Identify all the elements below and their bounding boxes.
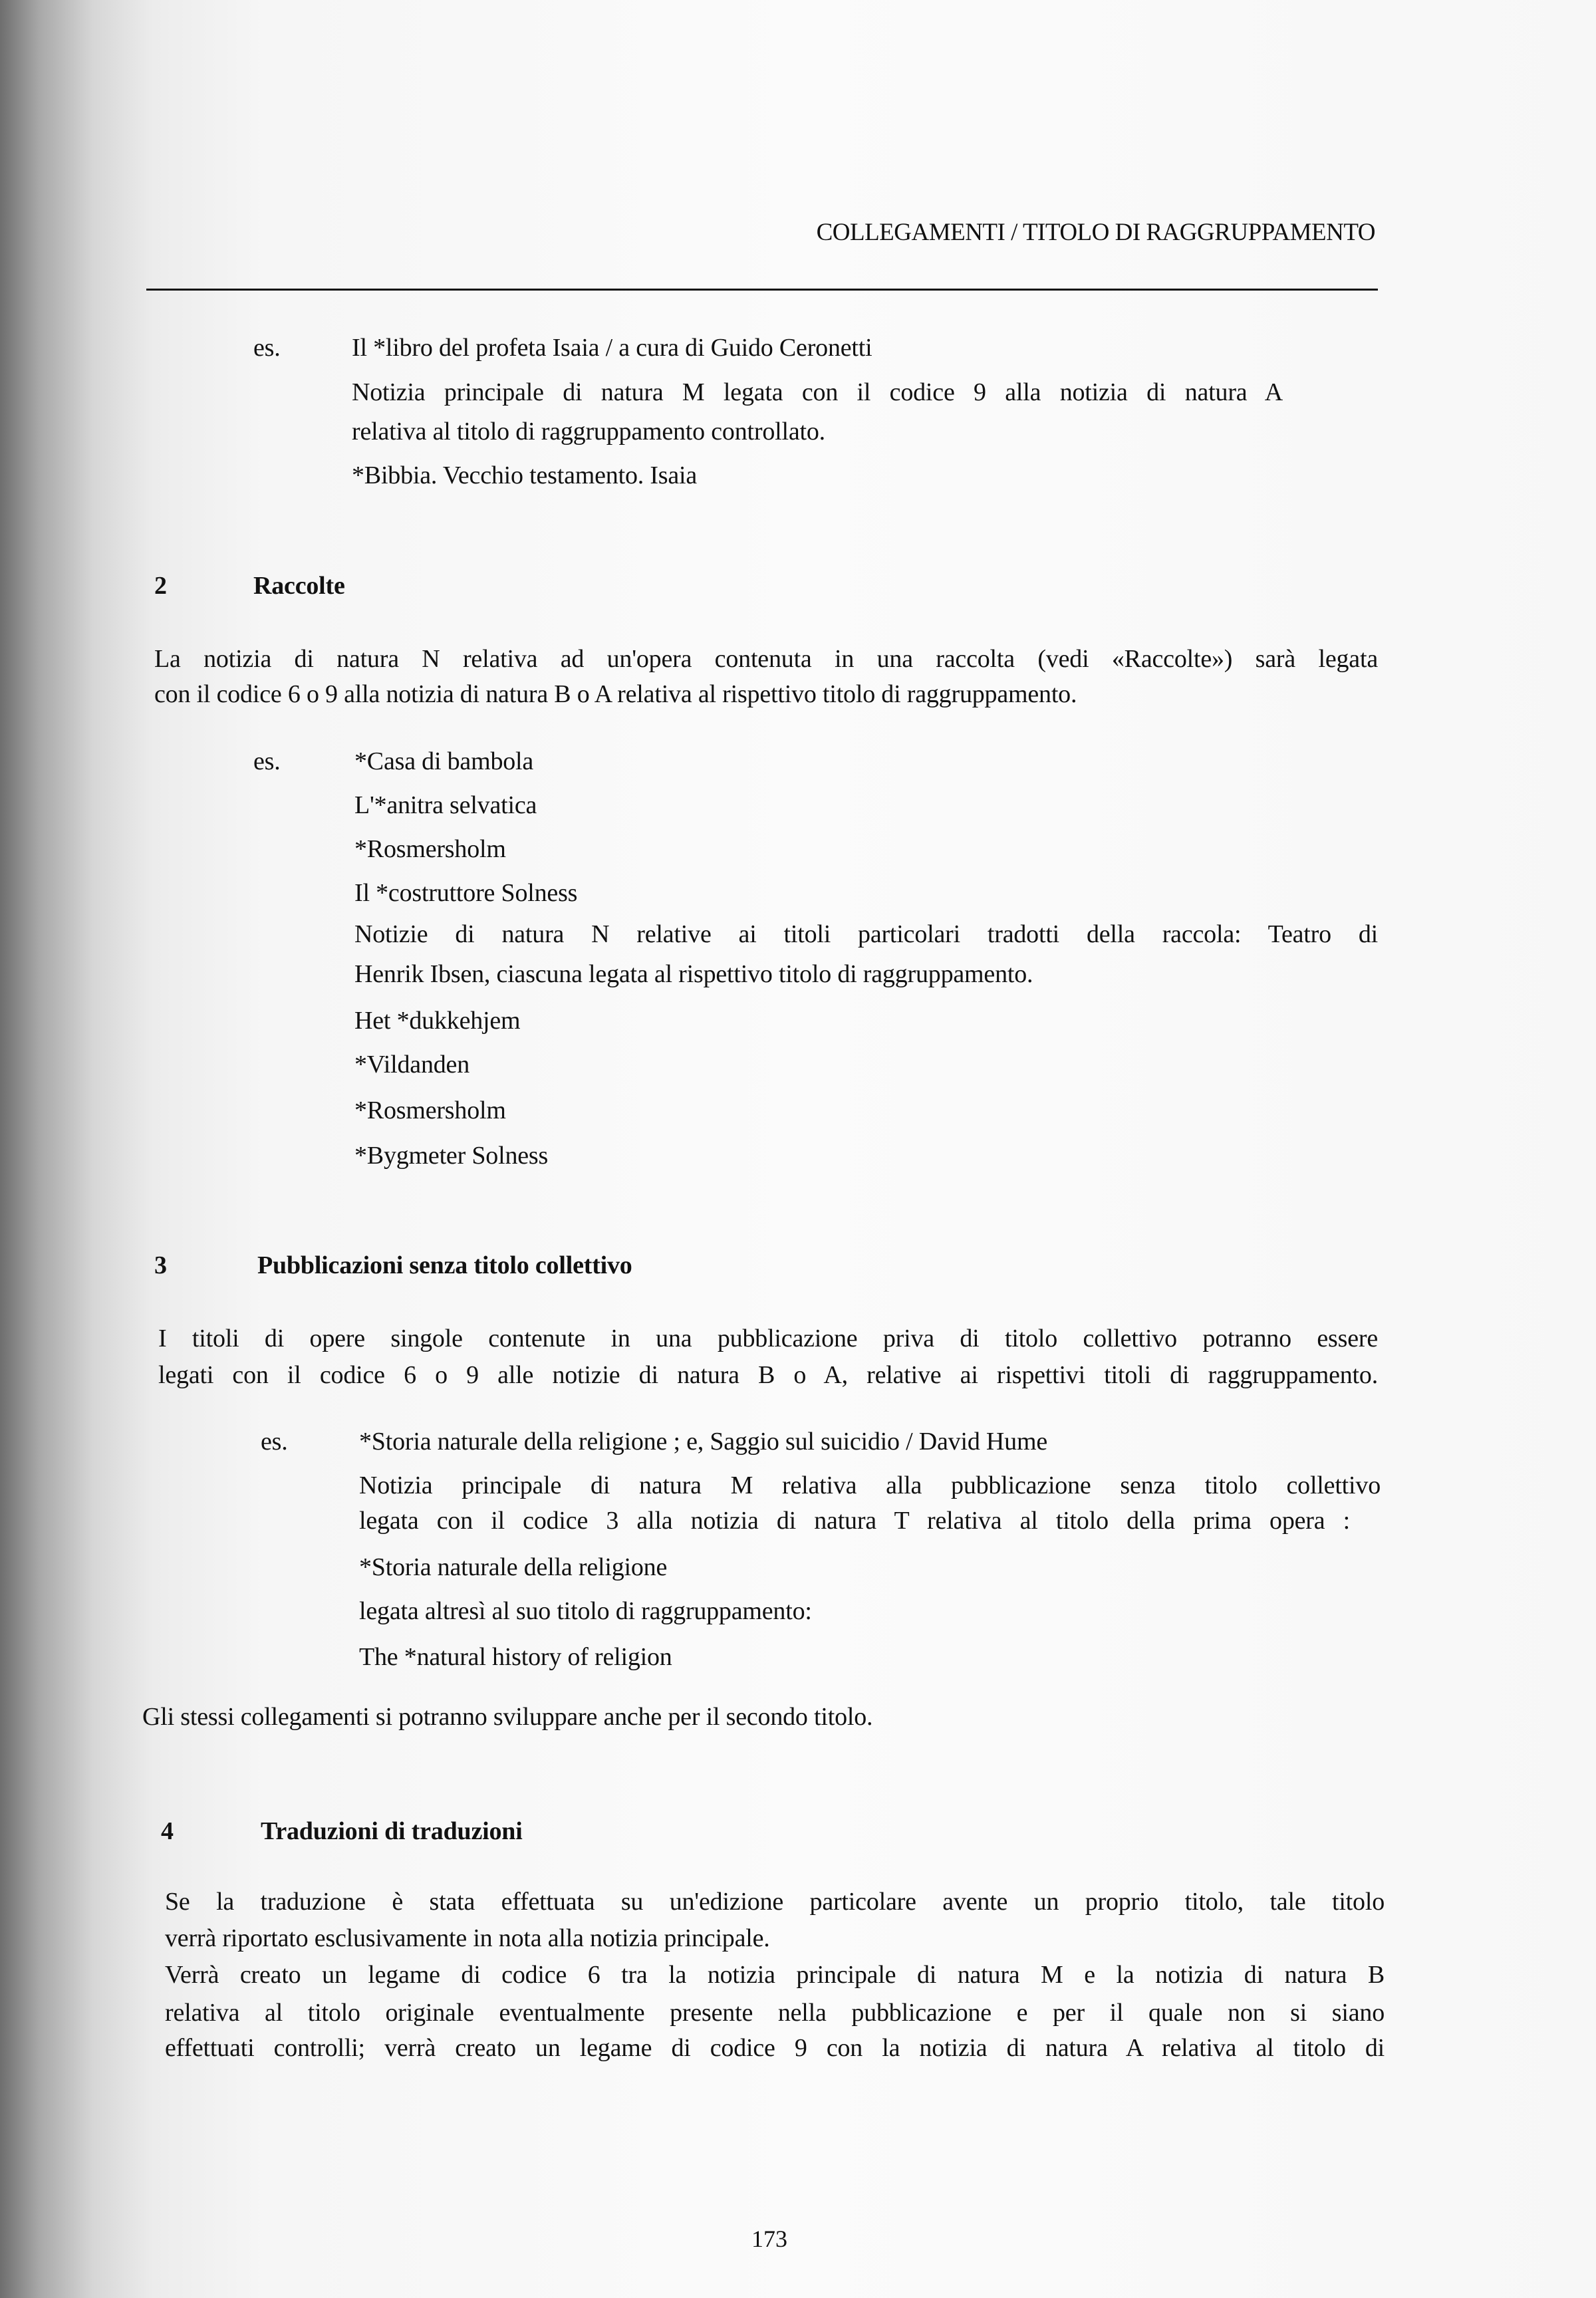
section-number: 3 xyxy=(154,1251,167,1279)
example-title: *Rosmersholm xyxy=(354,835,506,863)
paragraph-line: effettuati controlli; verrà creato un legame di codice 9 con la notizia di natura A relativa al titolo di xyxy=(165,2034,1385,2062)
example-linked-title: *Bibbia. Vecchio testamento. Isaia xyxy=(352,461,698,489)
example-title: *Casa di bambola xyxy=(354,747,534,775)
paragraph-line: con il codice 6 o 9 alla notizia di natura B o A relativa al rispettivo titolo di raggruppamento. xyxy=(154,680,1077,708)
running-header: COLLEGAMENTI / TITOLO DI RAGGRUPPAMENTO xyxy=(816,219,1375,246)
example-note-line: legata con il codice 3 alla notizia di natura T relativa al titolo della prima opera : xyxy=(359,1507,1350,1535)
closing-sentence: Gli stessi collegamenti si potranno sviluppare anche per il secondo titolo. xyxy=(142,1703,873,1731)
header-rule xyxy=(146,289,1378,291)
original-title: *Vildanden xyxy=(354,1051,470,1079)
paragraph-line: Verrà creato un legame di codice 6 tra la notizia principale di natura M e la notizia di natura B xyxy=(165,1961,1385,1989)
example-note-line: Henrik Ibsen, ciascuna legata al rispettivo titolo di raggruppamento. xyxy=(354,960,1033,988)
example-note-line: Notizie di natura N relative ai titoli particolari tradotti della raccola: Teatro di xyxy=(354,920,1378,948)
example-note-line: relativa al titolo di raggruppamento controllato. xyxy=(352,418,825,446)
paragraph-line: relativa al titolo originale eventualmente presente nella pubblicazione e per il quale non si siano xyxy=(165,1999,1385,2027)
original-title: *Bygmeter Solness xyxy=(354,1142,549,1170)
also-linked-text: legata altresì al suo titolo di raggruppamento: xyxy=(359,1597,812,1625)
example-label: es. xyxy=(253,334,281,362)
example-label: es. xyxy=(253,747,281,775)
example-label: es. xyxy=(261,1428,288,1456)
paragraph-line: verrà riportato esclusivamente in nota alla notizia principale. xyxy=(165,1924,770,1952)
original-title: Het *dukkehjem xyxy=(354,1007,521,1035)
example-title: Il *libro del profeta Isaia / a cura di Guido Ceronetti xyxy=(352,334,872,362)
section-number: 4 xyxy=(161,1817,174,1845)
paragraph-line: legati con il codice 6 o 9 alle notizie di natura B o A, relative ai rispettivi titoli di raggruppamento. xyxy=(158,1361,1378,1389)
paragraph-line: Se la traduzione è stata effettuata su un'edizione particolare avente un proprio titolo, tale titolo xyxy=(165,1888,1385,1916)
section-heading: Raccolte xyxy=(253,572,345,600)
page-number: 173 xyxy=(751,2226,787,2252)
example-title: Il *costruttore Solness xyxy=(354,879,578,907)
section-number: 2 xyxy=(154,572,167,600)
paragraph-line: La notizia di natura N relativa ad un'opera contenuta in una raccolta (vedi «Raccolte») sarà legata xyxy=(154,645,1378,673)
example-title: L'*anitra selvatica xyxy=(354,791,537,819)
example-title: *Storia naturale della religione ; e, Saggio sul suicidio / David Hume xyxy=(359,1428,1047,1456)
section-heading: Traduzioni di traduzioni xyxy=(261,1817,523,1845)
section-heading: Pubblicazioni senza titolo collettivo xyxy=(257,1251,632,1279)
example-note-line: Notizia principale di natura M relativa alla pubblicazione senza titolo collettivo xyxy=(359,1471,1381,1499)
example-note-line: Notizia principale di natura M legata con il codice 9 alla notizia di natura A xyxy=(352,378,1283,406)
paragraph-line: I titoli di opere singole contenute in una pubblicazione priva di titolo collettivo potranno essere xyxy=(158,1325,1378,1352)
first-work-title: *Storia naturale della religione xyxy=(359,1553,668,1581)
original-title: *Rosmersholm xyxy=(354,1096,506,1124)
uniform-title: The *natural history of religion xyxy=(359,1643,672,1671)
